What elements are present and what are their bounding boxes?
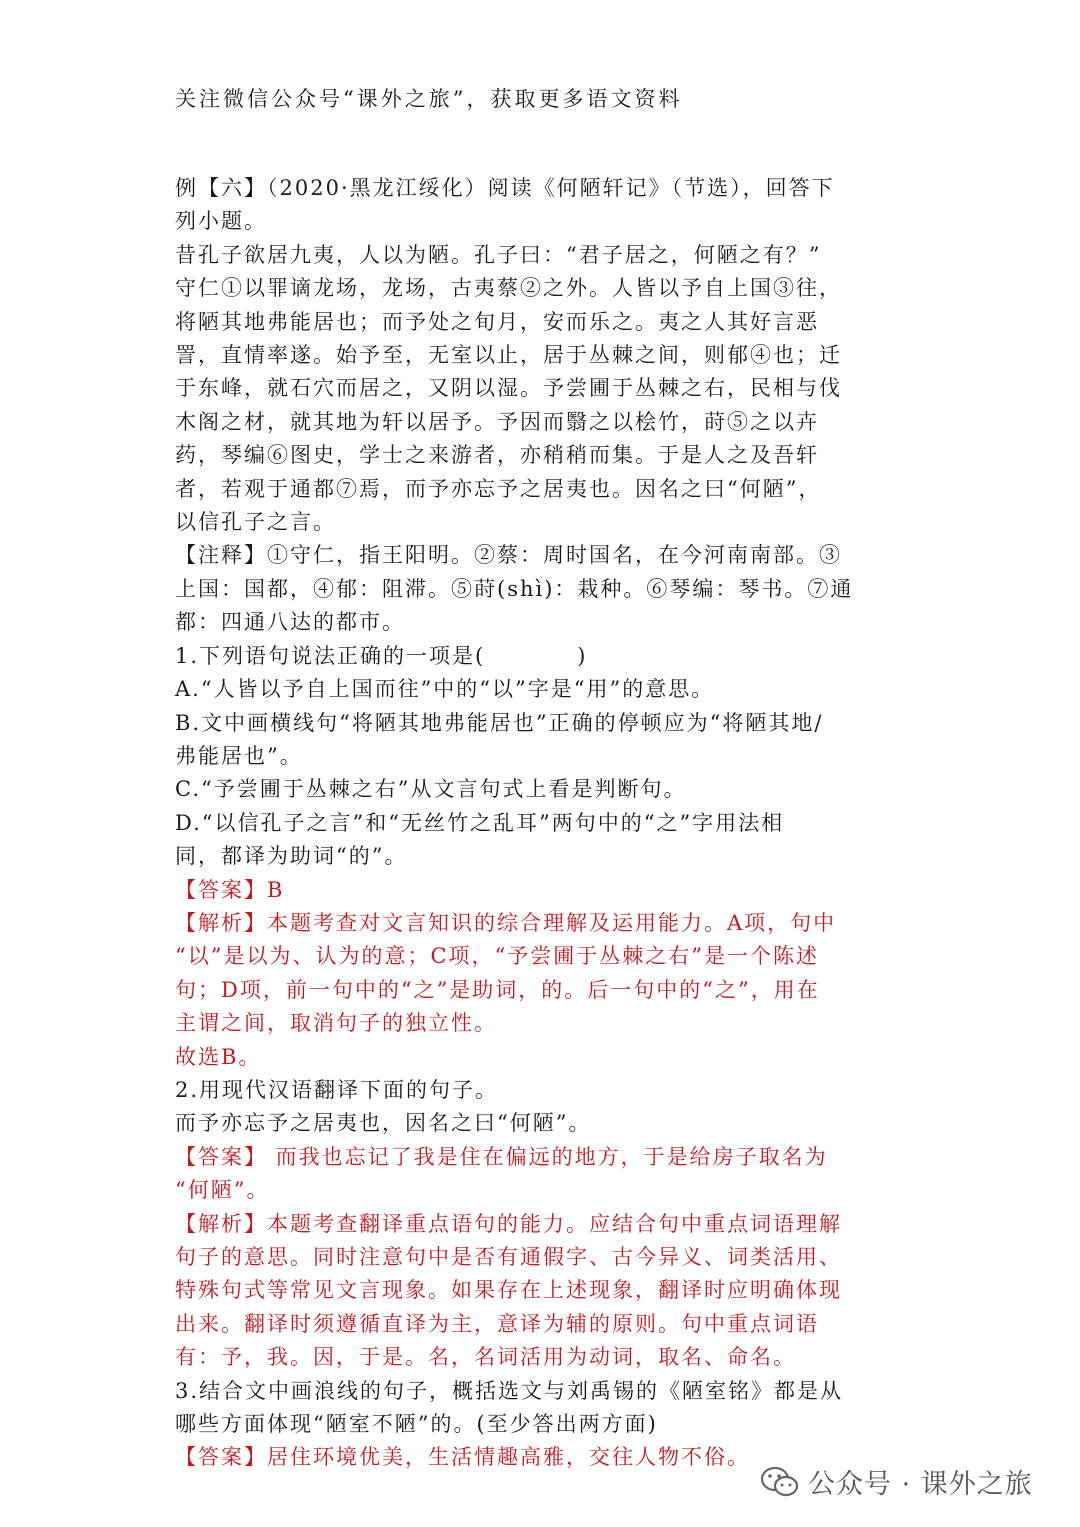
- text-line: 于东峰，就石穴而居之，又阴以湿。予尝圃于丛棘之右，民相与伐: [175, 376, 842, 401]
- text-line: 例【六】（2020·黑龙江绥化）阅读《何陋轩记》（节选），回答下: [175, 176, 835, 200]
- text-line: 故选B。: [175, 1044, 262, 1069]
- text-line: 主谓之间，取消句子的独立性。: [175, 1011, 497, 1036]
- text-line: C.“予尝圃于丛棘之右”从文言句式上看是判断句。: [175, 777, 687, 802]
- text-line: 药，琴编⑥图史，学士之来游者，亦稍稍而集。于是人之及吾轩: [175, 443, 819, 468]
- text-line: 詈，直情率遂。始予至，无室以止，居于丛棘之间，则郁④也；迁: [175, 343, 842, 368]
- text-line: 而予亦忘予之居夷也，因名之曰“何陋”。: [175, 1111, 592, 1136]
- text-line: 1.下列语句说法正确的一项是( ): [175, 643, 588, 668]
- text-line: 哪些方面体现“陋室不陋”的。(至少答出两方面): [175, 1412, 658, 1437]
- text-line: 出来。翻译时须遵循直译为主，意译为辅的原则。句中重点词语: [175, 1311, 819, 1336]
- text-line: 木阁之材，就其地为轩以居予。予因而翳之以桧竹，莳⑤之以卉: [175, 409, 819, 434]
- text-line: 上国：国都，④郁：阻滞。⑤莳(shì)：栽种。⑥琴编：琴书。⑦通: [175, 576, 854, 601]
- text-line: 以信孔子之言。: [175, 510, 336, 535]
- text-line: A.“人皆以予自上国而往”中的“以”字是“用”的意思。: [175, 677, 715, 702]
- text-line: 3.结合文中画浪线的句子，概括选文与刘禹锡的《陋室铭》都是从: [175, 1378, 844, 1403]
- text-line: “以”是以为、认为的意；C项，“予尝圃于丛棘之右”是一个陈述: [175, 944, 820, 969]
- wechat-icon: [760, 1465, 800, 1499]
- text-line: 特殊句式等常见文言现象。如果存在上述现象，翻译时应明确体现: [175, 1278, 842, 1303]
- text-line: 【答案】B: [175, 877, 285, 902]
- text-line: 【解析】本题考查对文言知识的综合理解及运用能力。A项，句中: [175, 910, 837, 935]
- text-line: 同，都译为助词“的”。: [175, 844, 408, 869]
- text-line: “何陋”。: [175, 1178, 270, 1203]
- text-line: 【答案】 而我也忘记了我是住在偏远的地方，于是给房子取名为: [175, 1144, 828, 1169]
- text-line: 都：四通八达的都市。: [175, 610, 405, 635]
- document-body: [175, 172, 905, 1475]
- text-line: 昔孔子欲居九夷，人以为陋。孔子曰：“君子居之，何陋之有？”: [175, 242, 822, 267]
- text-line: 者，若观于通都⑦焉，而予亦忘予之居夷也。因名之曰“何陋”，: [175, 476, 822, 501]
- text-line: 句子的意思。同时注意句中是否有通假字、古今异义、词类活用、: [175, 1245, 842, 1269]
- text-line: 【解析】本题考查翻译重点语句的能力。应结合句中重点词语理解: [175, 1211, 842, 1236]
- text-line: 守仁①以罪谪龙场，龙场，古夷蔡②之外。人皆以予自上国③往，: [175, 276, 842, 301]
- text-line: 2.用现代汉语翻译下面的句子。: [175, 1077, 499, 1102]
- watermark: [760, 1462, 1033, 1501]
- page-header: 关注微信公众号“课外之旅”，获取更多语文资料: [175, 87, 683, 111]
- text-line: 句；D项，前一句中的“之”是助词，的。后一句中的“之”，用在: [175, 977, 820, 1002]
- text-line: 将陋其地弗能居也；而予处之旬月，安而乐之。夷之人其好言恶: [175, 309, 819, 334]
- text-line: 【注释】①守仁，指王阳明。②蔡：周时国名，在今河南南部。③: [175, 543, 842, 568]
- text-line: 弗能居也”。: [175, 743, 303, 768]
- text-line: 有：予，我。因，于是。名，名词活用为动词，取名、命名。: [175, 1345, 796, 1370]
- watermark-text: 公众号 · 课外之旅: [808, 1469, 1033, 1500]
- text-line: D.“以信孔子之言”和“无丝竹之乱耳”两句中的“之”字用法相: [175, 810, 785, 835]
- text-line: B.文中画横线句“将陋其地弗能居也”正确的停顿应为“将陋其地/: [175, 710, 824, 735]
- text-line: 【答案】居住环境优美，生活情趣高雅，交往人物不俗。: [175, 1445, 750, 1470]
- text-line: 列小题。: [175, 209, 267, 234]
